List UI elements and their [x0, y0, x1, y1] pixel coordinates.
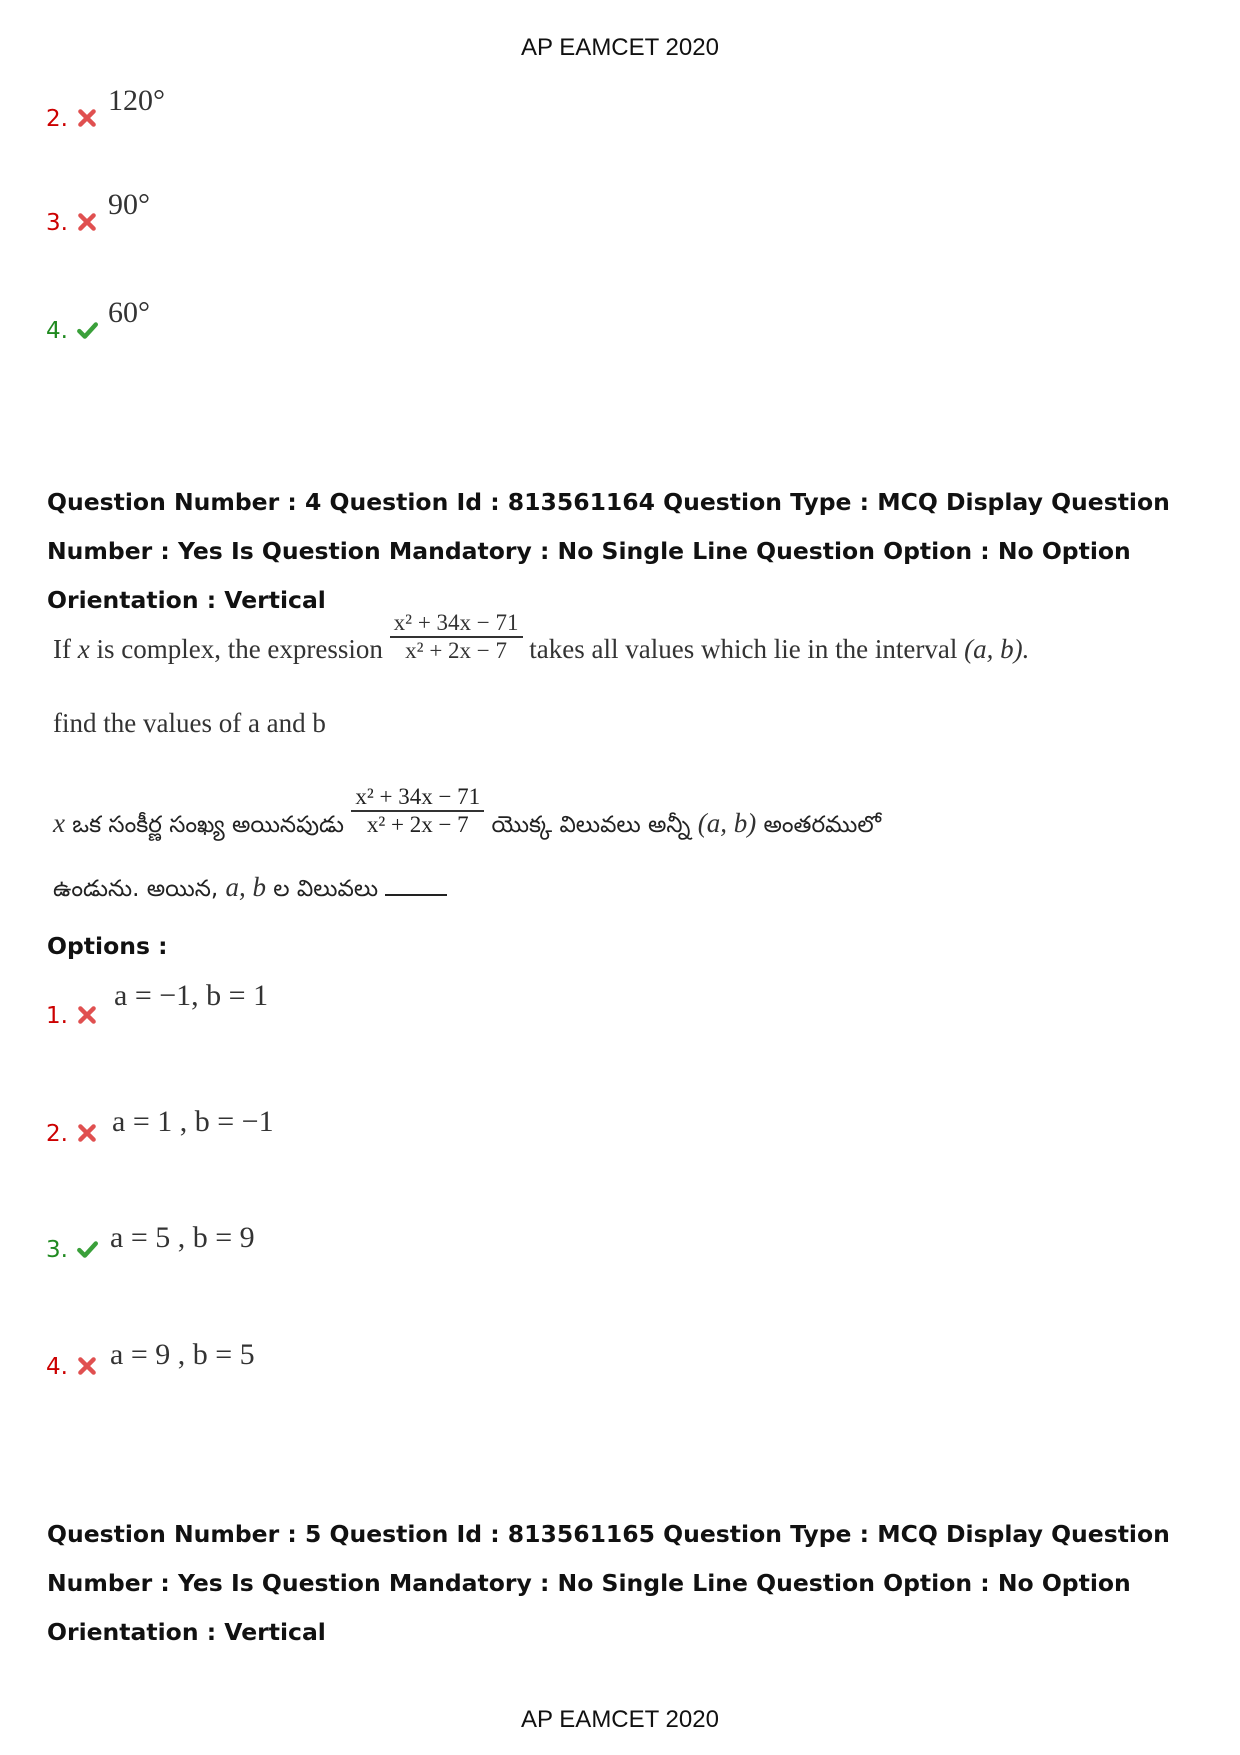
- cross-icon: [76, 1004, 98, 1026]
- option-value: 60°: [108, 296, 150, 329]
- option-number: 4.: [46, 1354, 68, 1380]
- fraction-expression: [390, 610, 523, 664]
- fraction-expression: [351, 784, 484, 838]
- option-value: a = 1 , b = −1: [112, 1105, 274, 1138]
- cross-icon: [76, 1355, 98, 1377]
- check-icon: [76, 1238, 98, 1260]
- prev-option-3[interactable]: [46, 188, 646, 236]
- check-icon: [76, 319, 98, 341]
- q4-option-2[interactable]: [46, 1103, 646, 1147]
- cross-icon: [76, 107, 98, 129]
- answer-blank: [385, 874, 447, 896]
- math-interval: (a, b).: [964, 634, 1030, 664]
- option-value: a = −1, b = 1: [114, 979, 269, 1012]
- option-number: 2.: [46, 1121, 68, 1147]
- cross-icon: [76, 1122, 98, 1144]
- q4-option-3[interactable]: [46, 1219, 646, 1263]
- option-number: 3.: [46, 210, 68, 236]
- text-fragment: If: [53, 634, 78, 664]
- math-variables: a, b: [225, 872, 266, 902]
- text-fragment: యొక్క విలువలు అన్నీ: [491, 812, 698, 838]
- page-header: AP EAMCET 2020: [521, 34, 719, 61]
- page-footer: AP EAMCET 2020: [521, 1706, 719, 1733]
- options-label: Options :: [47, 932, 168, 960]
- question-4-english-line-1: [53, 609, 1030, 665]
- question-4-telugu-line-2: [53, 872, 447, 908]
- option-number: 4.: [46, 318, 68, 344]
- option-value: a = 5 , b = 9: [110, 1221, 255, 1254]
- option-value: a = 9 , b = 5: [110, 1338, 255, 1371]
- option-value: 90°: [108, 188, 150, 221]
- option-number: 1.: [46, 1003, 68, 1029]
- prev-option-2[interactable]: [46, 84, 646, 132]
- fraction-numerator: x² + 34x − 71: [390, 610, 523, 638]
- prev-option-4[interactable]: [46, 296, 646, 344]
- question-5-meta: Question Number : 5 Question Id : 813561165 Question Type : MCQ Display Question Number : Yes Is Question Mandatory : No Single Line Question Option : No Option Orientation : Vertical: [47, 1520, 1170, 1646]
- option-value: 120°: [108, 84, 165, 117]
- text-fragment: is complex, the expression: [89, 634, 390, 664]
- math-variable: x: [77, 634, 90, 664]
- text-fragment: takes all values which lie in the interval: [529, 634, 965, 664]
- text-fragment: ల విలువలు: [265, 876, 386, 902]
- math-variable: x: [53, 808, 65, 838]
- question-4-english-line-2: find the values of a and b: [53, 708, 326, 738]
- question-4-meta: Question Number : 4 Question Id : 813561164 Question Type : MCQ Display Question Number : Yes Is Question Mandatory : No Single Line Question Option : No Option Orientation : Vertical: [47, 488, 1170, 614]
- option-number: 2.: [46, 106, 68, 132]
- q4-option-4[interactable]: [46, 1336, 646, 1380]
- math-interval: (a, b): [697, 808, 757, 838]
- fraction-denominator: x² + 2x − 7: [366, 811, 469, 837]
- text-fragment: అంతరములో: [756, 812, 882, 838]
- fraction-numerator: x² + 34x − 71: [351, 784, 484, 812]
- cross-icon: [76, 211, 98, 233]
- question-4-telugu-line-1: [53, 783, 882, 844]
- option-number: 3.: [46, 1237, 68, 1263]
- q4-option-1[interactable]: [46, 979, 646, 1029]
- fraction-denominator: x² + 2x − 7: [405, 637, 508, 663]
- text-fragment: ఒక సంకీర్ణ సంఖ్య అయినపుడు: [64, 812, 352, 838]
- text-fragment: ఉండును. అయిన,: [53, 876, 226, 902]
